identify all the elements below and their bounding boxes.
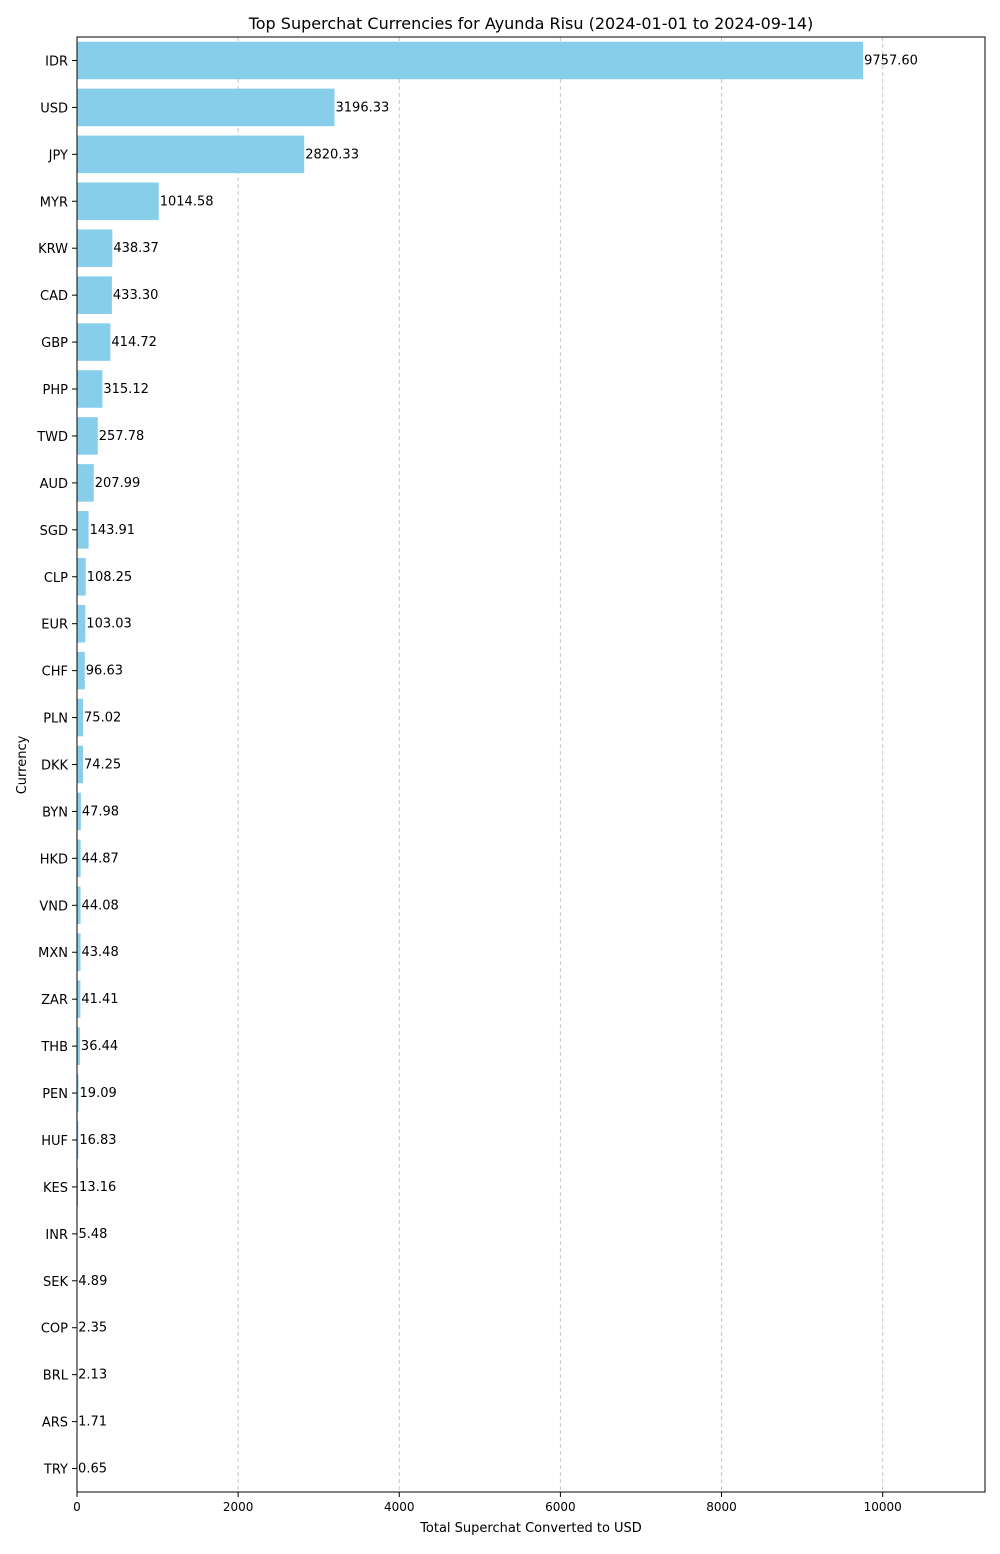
bar-gbp [77, 323, 110, 361]
y-tick-label-vnd: VND [39, 899, 68, 914]
value-label-eur: 103.03 [86, 617, 131, 632]
y-tick-label-zar: ZAR [41, 993, 68, 1008]
y-tick-label-myr: MYR [40, 195, 68, 210]
value-label-gbp: 414.72 [111, 335, 157, 350]
value-label-pln: 75.02 [84, 711, 121, 726]
value-label-vnd: 44.08 [82, 898, 119, 913]
value-label-dkk: 74.25 [84, 758, 121, 773]
value-label-hkd: 44.87 [82, 851, 119, 866]
bar-krw [77, 229, 112, 267]
x-tick-label: 10000 [864, 1500, 902, 1514]
y-tick-label-huf: HUF [41, 1134, 68, 1149]
y-tick-label-chf: CHF [42, 665, 68, 680]
value-label-cad: 433.30 [113, 288, 159, 303]
bar-cad [77, 276, 112, 314]
chart-title: Top Superchat Currencies for Ayunda Risu (2024-01-01 to 2024-09-14) [248, 14, 814, 33]
bar-clp [77, 558, 86, 596]
value-label-sek: 4.89 [78, 1274, 107, 1289]
bar-eur [77, 605, 85, 643]
value-label-usd: 3196.33 [336, 100, 390, 115]
y-tick-label-dkk: DKK [41, 759, 69, 774]
value-label-byn: 47.98 [82, 804, 119, 819]
grid-lines [238, 37, 883, 1492]
x-tick-label: 6000 [545, 1500, 576, 1514]
value-label-thb: 36.44 [81, 1039, 118, 1054]
value-label-chf: 96.63 [86, 664, 123, 679]
bar-php [77, 370, 102, 408]
x-axis-ticks [73, 1492, 902, 1514]
value-label-krw: 438.37 [113, 241, 159, 256]
y-tick-label-brl: BRL [43, 1369, 69, 1384]
bar-hkd [77, 840, 81, 878]
x-tick-label: 8000 [706, 1500, 737, 1514]
bar-mxn [77, 933, 81, 971]
y-tick-label-krw: KRW [38, 242, 68, 257]
value-labels [78, 53, 918, 1476]
x-tick-label: 0 [73, 1500, 81, 1514]
bar-sgd [77, 511, 89, 549]
value-label-clp: 108.25 [87, 570, 132, 585]
y-tick-label-clp: CLP [44, 571, 68, 586]
value-label-mxn: 43.48 [82, 945, 119, 960]
value-label-myr: 1014.58 [160, 194, 214, 209]
value-label-php: 315.12 [103, 382, 149, 397]
y-tick-label-pen: PEN [42, 1087, 68, 1102]
y-axis-label: Currency [15, 735, 30, 794]
x-tick-label: 2000 [223, 1500, 254, 1514]
value-label-huf: 16.83 [79, 1133, 116, 1148]
y-tick-label-gbp: GBP [41, 336, 68, 351]
value-label-inr: 5.48 [78, 1227, 107, 1242]
bar-vnd [77, 887, 81, 925]
y-tick-label-aud: AUD [40, 477, 68, 492]
x-tick-label: 4000 [384, 1500, 415, 1514]
x-axis-label: Total Superchat Converted to USD [419, 1521, 642, 1536]
y-tick-label-idr: IDR [45, 54, 68, 69]
value-label-idr: 9757.60 [864, 53, 918, 68]
y-tick-label-inr: INR [45, 1228, 68, 1243]
y-tick-label-byn: BYN [42, 805, 68, 820]
y-tick-label-jpy: JPY [48, 148, 68, 163]
bar-aud [77, 464, 94, 502]
value-label-try: 0.65 [78, 1462, 107, 1477]
y-tick-label-usd: USD [40, 101, 68, 116]
y-tick-label-try: TRY [43, 1463, 68, 1478]
bar-chf [77, 652, 85, 690]
value-label-pen: 19.09 [80, 1086, 117, 1101]
bars [77, 42, 863, 1488]
value-label-zar: 41.41 [81, 992, 118, 1007]
y-axis-ticks [36, 54, 77, 1477]
bar-idr [77, 42, 863, 80]
bar-dkk [77, 746, 83, 784]
y-tick-label-php: PHP [43, 383, 69, 398]
bar-zar [77, 980, 80, 1018]
y-tick-label-sgd: SGD [40, 524, 68, 539]
value-label-twd: 257.78 [99, 429, 145, 444]
plot-frame [77, 37, 985, 1492]
value-label-aud: 207.99 [95, 476, 141, 491]
value-label-jpy: 2820.33 [305, 147, 359, 162]
bar-twd [77, 417, 98, 455]
bar-usd [77, 89, 335, 127]
y-tick-label-mxn: MXN [38, 946, 68, 961]
y-tick-label-cad: CAD [40, 289, 68, 304]
y-tick-label-hkd: HKD [40, 852, 68, 867]
bar-pln [77, 699, 83, 737]
y-tick-label-cop: COP [41, 1322, 68, 1337]
value-label-ars: 1.71 [78, 1415, 107, 1430]
y-tick-label-sek: SEK [43, 1275, 68, 1290]
y-tick-label-thb: THB [40, 1040, 68, 1055]
y-tick-label-eur: EUR [41, 618, 68, 633]
bar-jpy [77, 136, 304, 174]
value-label-brl: 2.13 [78, 1368, 107, 1383]
y-tick-label-pln: PLN [43, 712, 68, 727]
bar-byn [77, 793, 81, 831]
y-tick-label-kes: KES [43, 1181, 68, 1196]
y-tick-label-ars: ARS [42, 1416, 68, 1431]
bar-myr [77, 183, 159, 221]
value-label-cop: 2.35 [78, 1321, 107, 1336]
value-label-kes: 13.16 [79, 1180, 116, 1195]
value-label-sgd: 143.91 [90, 523, 135, 538]
y-tick-label-twd: TWD [36, 430, 68, 445]
